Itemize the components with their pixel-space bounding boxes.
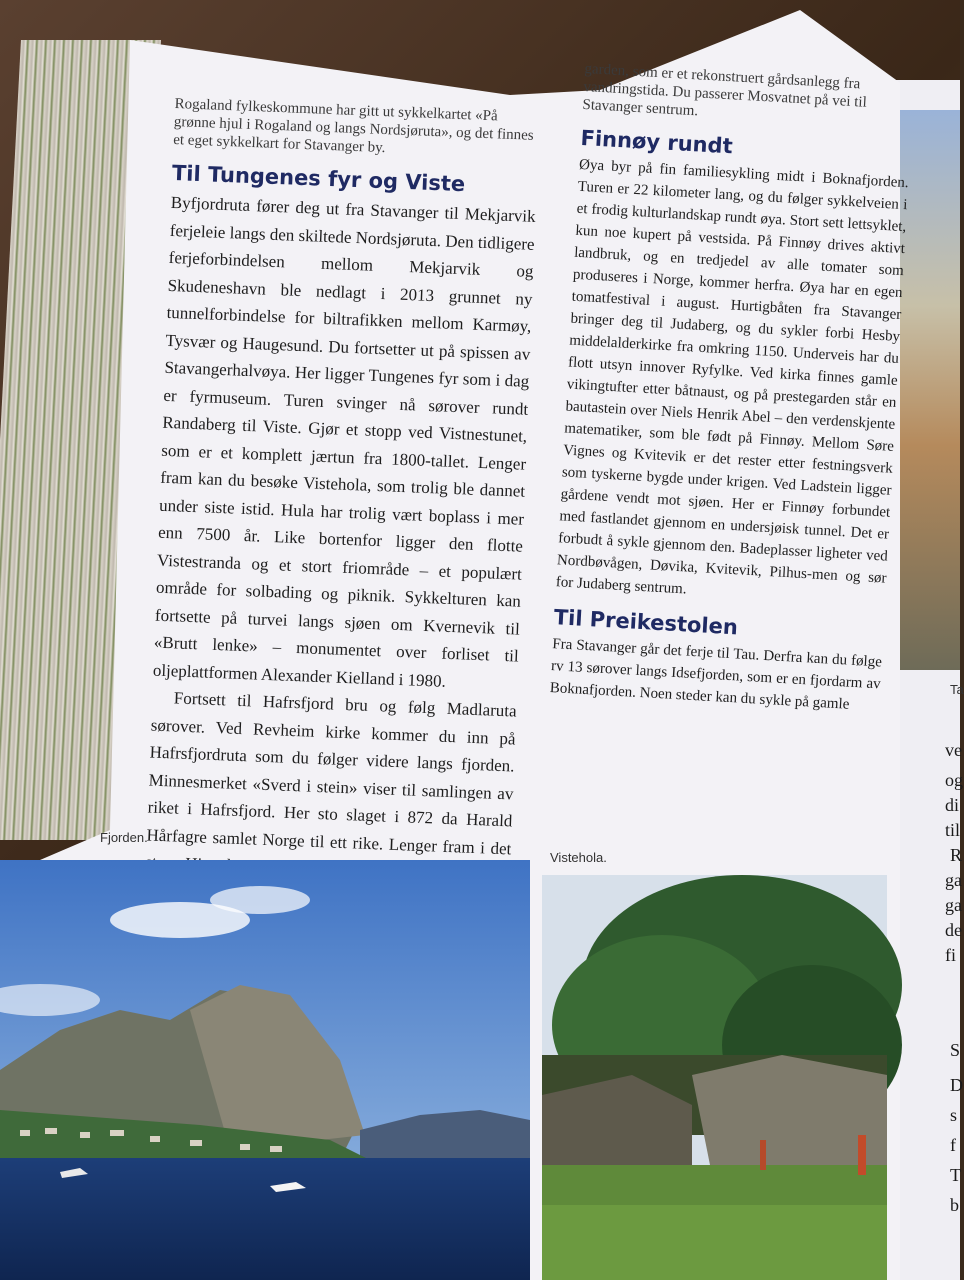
facing-page-fragment: ga: [945, 870, 962, 890]
right-column: [549, 60, 914, 717]
facing-page-fragment: ga: [945, 895, 962, 915]
facing-page-fragment: til: [945, 820, 961, 840]
vistehola-photo: [542, 875, 887, 1280]
facing-page-fragment: D: [950, 1075, 963, 1095]
facing-page-fragment: b: [950, 1195, 959, 1215]
left-column: [143, 95, 540, 945]
facing-page-fragment: ve: [945, 740, 962, 760]
facing-page-fragment: T: [950, 1165, 961, 1185]
intro-text: Rogaland fylkeskommune har gitt ut sykkelkartet «På grønne hjul i Rogaland og langs Nordsjøruta», og det finnes et eget sykkelkart for Stavanger by.: [172, 95, 534, 157]
facing-page-fragment: fi: [945, 945, 956, 965]
section-heading-preikestolen: Til Preikestolen: [553, 605, 739, 640]
facing-page-fragment: de: [945, 920, 962, 940]
facing-page-fragment: og: [945, 770, 963, 790]
section-heading-finnoy: Finnøy rundt: [579, 125, 734, 159]
facing-page-fragment: di: [945, 795, 960, 815]
caption-vistehola: Vistehola.: [550, 850, 607, 865]
paragraph-tungenes: Byfjordruta fører deg ut fra Stavanger til Mekjarvik ferjeleie langs den skiltede Nordsjøruta. Den tidligere ferjeforbindelsen mellom Mekjarvik og Skudeneshavn ble nedlagt i 2013 grunnet ny tunnelforbindelse for biltrafikken mellom Karmøy, Tysvær og Haugesund. Du fortsetter ut på spissen av Stavangerhalvøya. Her ligger Tungenes fyr som i dag er fyrmuseum. Turen svinger nå sørover rundt Randaberg til Viste. Gjør et stopp ved Vistnestunet, som er et komplett jærtun fra 1800-tallet. Lenger fram kan du besøke Vistehola, som trolig ble dannet under siste istid. Hula har trolig vært boplass i mer enn 7500 år. Like bortenfor ligger den flotte Vistestranda og et stort friområde – et populært område for solbading og piknik. Sykkelturen kan fortsette på turvei langs sjøen om Kvernevik til «Brutt lenke» – monumentet over forliset til oljeplattformen Alexander Kielland i 1980.: [152, 192, 536, 691]
facing-page-caption: Ta: [950, 682, 964, 697]
facing-page-fragment: f: [950, 1135, 956, 1155]
paragraph-preikestolen: Fra Stavanger går det ferje til Tau. Derfra kan du følge rv 13 sørover langs Idsefjorden, som er en fjordarm av Boknafjorden. Noen steder kan du sykle på gamle: [549, 636, 883, 713]
facing-page-fragment: S: [950, 1040, 961, 1060]
facing-page-fragment: s: [950, 1105, 958, 1125]
paragraph-hafrsfjord: Fortsett til Hafrsfjord bru og følg Madlaruta sørover. Ved Revheim kirke kommer du inn på Hafrsfjordruta som du følger videre langs fjorden. Minnesmerket «Sverd i stein» viser til samlingen av riket i Hafrsfjord. Her sto slaget i 872 da Harald Hårfagre samlet Norge til ett rike. Lenger fram i det: [146, 688, 517, 858]
facing-page-fragment: R: [950, 845, 963, 865]
section-heading-tungenes: Til Tungenes fyr og Viste: [171, 160, 466, 197]
paragraph-finnoy: Øya byr på fin familiesykling midt i Boknafjorden. Turen er 22 kilometer lang, og du følger sykkelveien i et frodig kulturlandskap rundt øya. Stort sett lettsyklet, kun noe kupert på vestsida. På Finnøy drives aktivt landbruk, og en tredjedel av alle tomater som produseres i Norge, kommer herfra. Øya har en egen tomatfestival i august. Hurtigbåten fra Stavanger bringer deg til Judaberg, og du sykler forbi Hesby middelalderkirke fra omkring 1150. Underveis har du flott utsyn innover Ryfylke. Ved kirka finnes gamle vikingtufter etter båtnaust, og på prestegarden står en bautastein over Niels Henrik Abel – den verdenskjente matematiker, som ble født på Finnøy. Mellom Søre Vignes og Kvitevik er det rester etter festningsverk som tyskerne bygde under krigen. Ved Ladstein ligger gårdene vendt mot sjøen. Her er Finnøy forbundet med fastlandet gjennom en undersjøisk tunnel. Det er forbudt å sykle gjennom den. Badeplasser ligheter ved Nordbøvågen, Døvika, Kvitevik, Pilhus-men og sør for Judaberg sentrum.: [555, 156, 910, 598]
intro-continued-text: garden, som er et rekonstruert gårdsanlegg fra vandringstida. Du passerer Mosvatnet på vei til Stavanger sentrum.: [582, 60, 868, 120]
caption-fjorden: Fjorden.: [100, 830, 148, 845]
fjord-photo: [0, 860, 530, 1280]
